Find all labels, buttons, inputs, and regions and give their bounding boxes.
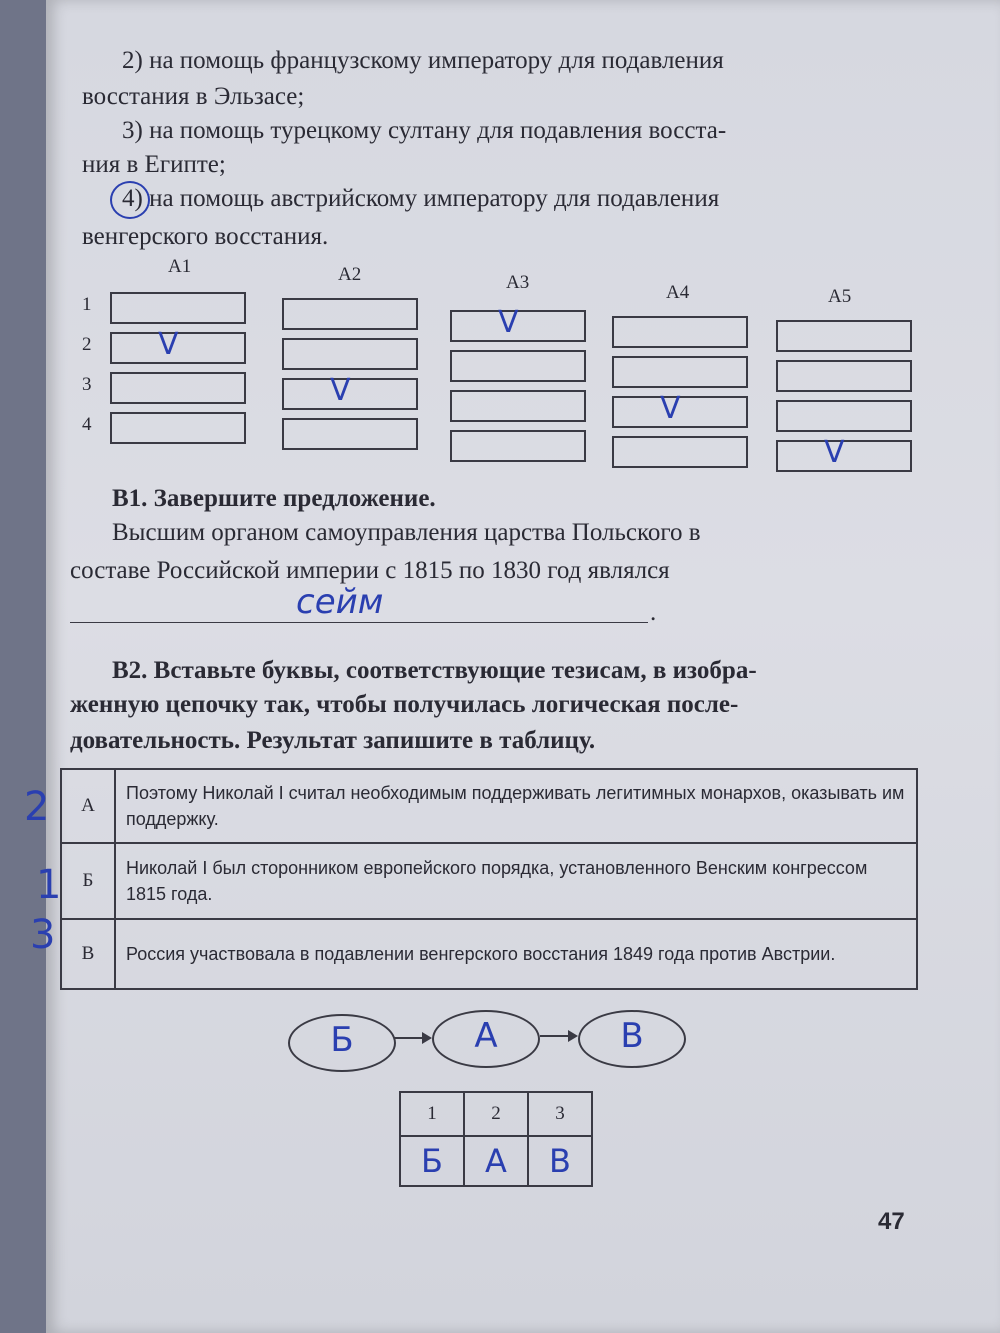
grid-column-label: A5 — [828, 286, 852, 307]
chain-ellipse-2[interactable] — [432, 1010, 540, 1068]
chain-value-1: Б — [330, 1020, 354, 1060]
hand-number-v: 3 — [30, 912, 56, 958]
thesis-text: Поэтому Николай I считал необходимым поддерживать легитимных монархов, оказывать им поддержку. — [115, 769, 917, 843]
option-2-line-1: 2) на помощь французскому императору для подавления — [122, 47, 724, 74]
thesis-row — [61, 919, 917, 989]
answer-checkbox[interactable] — [776, 360, 912, 392]
chain-ellipse-1[interactable] — [288, 1014, 396, 1072]
check-mark: V — [660, 391, 681, 426]
thesis-letter: Б — [61, 843, 115, 919]
answer-checkbox[interactable] — [776, 400, 912, 432]
check-mark: V — [158, 327, 179, 362]
result-header: 2 — [464, 1092, 528, 1136]
thesis-letter: А — [61, 769, 115, 843]
answer-checkbox[interactable] — [282, 338, 418, 370]
check-mark: V — [498, 305, 519, 340]
thesis-text: Николай I был сторонником европейского порядка, установленного Венским конгрессом 1815 года. — [115, 843, 917, 919]
hand-circle-mark — [110, 181, 150, 219]
answer-checkbox[interactable] — [612, 356, 748, 388]
option-2-line-2: восстания в Эльзасе; — [82, 83, 305, 110]
result-cell[interactable]: А — [464, 1136, 528, 1186]
answer-checkbox[interactable] — [612, 436, 748, 468]
result-header: 3 — [528, 1092, 592, 1136]
answer-checkbox[interactable] — [110, 412, 246, 444]
result-table — [399, 1091, 593, 1187]
option-3-line-1: 3) на помощь турецкому султану для подавления восста- — [122, 117, 727, 144]
hand-number-b: 1 — [36, 862, 62, 908]
grid-column-label: A3 — [506, 272, 530, 293]
grid-row-label: 3 — [82, 374, 92, 395]
check-mark: V — [824, 435, 845, 470]
thesis-letter: В — [61, 919, 115, 989]
result-header-row — [400, 1092, 592, 1136]
b1-period: . — [650, 599, 657, 626]
chain-ellipse-3[interactable] — [578, 1010, 686, 1068]
answer-checkbox[interactable] — [612, 316, 748, 348]
b2-title-line-1: В2. Вставьте буквы, соответствующие тезисам, в изобра- — [112, 657, 757, 684]
answer-checkbox[interactable] — [776, 320, 912, 352]
result-cell[interactable]: В — [528, 1136, 592, 1186]
grid-row-label: 1 — [82, 294, 92, 315]
b2-title-line-3: довательность. Результат запишите в таблицу. — [70, 727, 596, 754]
b1-line-1: Высшим органом самоуправления царства Польского в — [112, 519, 701, 546]
grid-column-label: A4 — [666, 282, 690, 303]
answer-checkbox[interactable] — [110, 292, 246, 324]
result-value-row — [400, 1136, 592, 1186]
result-header: 1 — [400, 1092, 464, 1136]
chain-arrow-icon — [538, 1026, 578, 1046]
answer-checkbox[interactable] — [450, 390, 586, 422]
check-mark: V — [330, 373, 351, 408]
answer-checkbox[interactable] — [450, 350, 586, 382]
option-3-line-2: ния в Египте; — [82, 151, 226, 178]
answer-checkbox[interactable] — [282, 298, 418, 330]
chain-value-2: А — [474, 1016, 498, 1056]
thesis-row — [61, 769, 917, 843]
b1-title: В1. Завершите предложение. — [112, 485, 436, 512]
option-4-line-2: венгерского восстания. — [82, 223, 329, 250]
answer-checkbox[interactable] — [282, 418, 418, 450]
grid-row-label: 2 — [82, 334, 92, 355]
chain-value-3: В — [620, 1016, 644, 1056]
answer-checkbox[interactable] — [450, 430, 586, 462]
grid-column-label: A2 — [338, 264, 362, 285]
grid-column-label: A1 — [168, 256, 192, 277]
page-number: 47 — [878, 1208, 905, 1235]
thesis-row — [61, 843, 917, 919]
theses-table — [60, 768, 918, 990]
result-cell[interactable]: Б — [400, 1136, 464, 1186]
b1-handwritten-answer: сейм — [296, 582, 384, 622]
b1-answer-line[interactable] — [70, 622, 648, 623]
b2-title-line-2: женную цепочку так, чтобы получилась логическая после- — [70, 691, 739, 718]
grid-row-label: 4 — [82, 414, 92, 435]
b1-line-2: составе Российской империи с 1815 по 1830 год являлся — [70, 557, 670, 584]
option-4-line-1: 4) на помощь австрийскому императору для подавления — [122, 185, 720, 212]
hand-number-a: 2 — [24, 784, 50, 830]
thesis-text: Россия участвовала в подавлении венгерского восстания 1849 года против Австрии. — [115, 919, 917, 989]
answer-checkbox[interactable] — [110, 372, 246, 404]
workbook-page — [24, 0, 1000, 1333]
chain-arrow-icon — [392, 1028, 432, 1048]
